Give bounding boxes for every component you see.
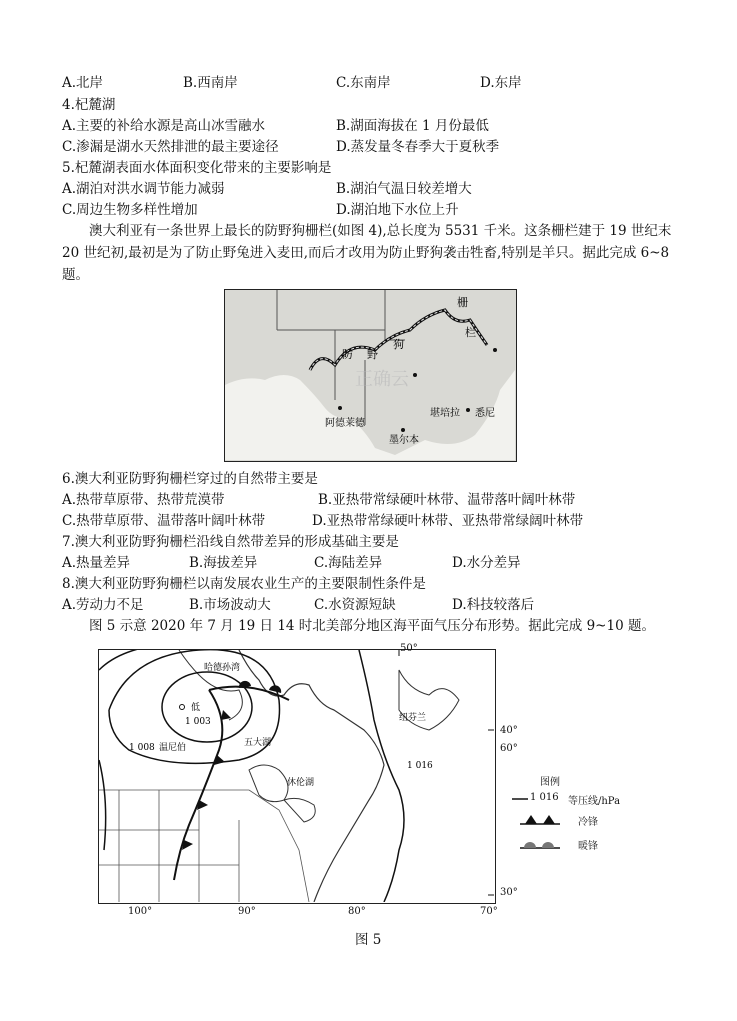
q4-option-b: B.湖面海拔在 1 月份最低 — [336, 118, 489, 134]
lat-label-50: 50° — [400, 643, 418, 654]
city-dot-canberra — [466, 408, 470, 412]
north-america-map-svg — [99, 650, 494, 902]
passage-line-1: 澳大利亚有一条世界上最长的防野狗栅栏(如图 4),总长度为 5531 千米。这条栅栏建于 19 世纪末 — [89, 223, 672, 239]
label-fence-1: 防 — [342, 348, 353, 361]
legend-isobar-text: 等压线/hPa — [568, 796, 621, 807]
figure-5-map — [98, 649, 496, 904]
legend-cold-front-icon — [520, 813, 560, 825]
q6-option-a: A.热带草原带、热带荒漠带 — [62, 492, 225, 508]
q8-stem: 8.澳大利亚防野狗栅栏以南发展农业生产的主要限制性条件是 — [62, 576, 426, 592]
legend-warm-front-icon — [520, 837, 560, 849]
watermark: 正确云 — [355, 369, 409, 390]
q7-option-c: C.海陆差异 — [314, 555, 383, 571]
lake-erie — [284, 798, 315, 822]
q4-option-c: C.渗漏是湖水天然排泄的最主要途径 — [62, 139, 279, 155]
fig5-intro: 图 5 示意 2020 年 7 月 19 日 14 时北美部分地区海平面气压分布形势。据此完成 9~10 题。 — [89, 618, 655, 634]
city-dot-inland — [413, 373, 417, 377]
city-dot-melbourne — [401, 428, 405, 432]
q8-option-c: C.水资源短缺 — [314, 597, 396, 613]
lon-label-80: 80° — [348, 906, 366, 917]
q8-option-a: A.劳动力不足 — [62, 597, 144, 613]
q5-option-b: B.湖泊气温日较差增大 — [336, 181, 472, 197]
q3-option-c: C.东南岸 — [336, 75, 391, 91]
label-low: 低 — [191, 703, 201, 713]
coastline — [239, 650, 384, 902]
label-fence-5: 栏 — [465, 326, 476, 339]
legend-warm-front-label: 暖锋 — [578, 841, 598, 852]
cold-front-marker — [221, 710, 231, 720]
legend-cold-front-label: 冷锋 — [578, 817, 598, 828]
fig5-caption: 图 5 — [355, 932, 382, 948]
lat-label-40: 40° — [500, 725, 518, 736]
q6-option-d: D.亚热带常绿硬叶林带、亚热带常绿阔叶林带 — [312, 513, 584, 529]
q7-option-d: D.水分差异 — [452, 555, 521, 571]
passage-line-2: 20 世纪初,最初是为了防止野兔进入麦田,而后才改用为防止野狗袭击牲畜,特别是羊只。据此完成 6~8 — [62, 245, 670, 261]
q5-option-d: D.湖泊地下水位上升 — [336, 202, 459, 218]
lon-label-70: 70° — [480, 906, 498, 917]
legend-title: 图例 — [540, 777, 560, 788]
australia-map-svg — [225, 290, 515, 460]
figure-4-map — [224, 289, 517, 462]
q6-option-c: C.热带草原带、温带落叶阔叶林带 — [62, 513, 266, 529]
q5-option-a: A.湖泊对洪水调节能力减弱 — [62, 181, 225, 197]
q3-option-d: D.东岸 — [480, 75, 522, 91]
label-sea: 纽芬兰 — [399, 713, 427, 723]
lon-label-90: 90° — [238, 906, 256, 917]
legend-isobar-line — [512, 795, 528, 803]
label-city: 休伦湖 — [287, 778, 315, 788]
q3-option-a: A.北岸 — [62, 75, 104, 91]
label-fence-3: 狗 — [393, 338, 404, 351]
q6-stem: 6.澳大利亚防野狗栅栏穿过的自然带主要是 — [62, 471, 318, 487]
q8-option-d: D.科技较落后 — [452, 597, 535, 613]
passage-line-3: 题。 — [62, 267, 89, 283]
label-lake2: 五大湖 — [244, 738, 272, 748]
label-canberra: 堪培拉 — [430, 408, 460, 419]
label-fence-4: 栅 — [457, 296, 468, 309]
isobar-label-1016: 1 016 — [407, 761, 433, 771]
city-dot-northeast — [493, 348, 497, 352]
label-hudson: 哈德孙湾 — [204, 663, 241, 673]
label-sydney: 悉尼 — [475, 408, 495, 419]
great-lakes — [249, 765, 288, 802]
q3-option-b: B.西南岸 — [183, 75, 238, 91]
label-adelaide: 阿德莱德 — [325, 418, 365, 429]
label-fence-2: 野 — [367, 348, 378, 361]
q5-stem: 5.杞麓湖表面水体面积变化带来的主要影响是 — [62, 160, 332, 176]
q7-stem: 7.澳大利亚防野狗栅栏沿线自然带差异的形成基础主要是 — [62, 534, 399, 550]
isobar-label-1003: 1 003 — [185, 717, 211, 727]
q6-option-b: B.亚热带常绿硬叶林带、温带落叶阔叶林带 — [318, 492, 576, 508]
legend — [512, 773, 632, 863]
hudson-bay-shore — [179, 650, 242, 720]
label-lake1: 温尼伯 — [159, 743, 187, 753]
q4-stem: 4.杞麓湖 — [62, 97, 116, 113]
isobar-label-1008: 1 008 — [129, 743, 155, 753]
city-dot-adelaide — [338, 406, 342, 410]
label-melbourne: 墨尔本 — [389, 435, 419, 446]
q7-option-a: A.热量差异 — [62, 555, 131, 571]
q7-option-b: B.海拔差异 — [189, 555, 258, 571]
q4-option-a: A.主要的补给水源是高山冰雪融水 — [62, 118, 266, 134]
q5-option-c: C.周边生物多样性增加 — [62, 202, 198, 218]
low-center — [180, 705, 185, 710]
lat-label-60: 60° — [500, 743, 518, 754]
lat-label-30: 30° — [500, 887, 518, 898]
lon-label-100: 100° — [128, 906, 153, 917]
q4-option-d: D.蒸发量冬春季大于夏秋季 — [336, 139, 500, 155]
q8-option-b: B.市场波动大 — [189, 597, 271, 613]
legend-isobar-value: 1 016 — [530, 792, 559, 803]
isobar-west — [99, 760, 106, 850]
